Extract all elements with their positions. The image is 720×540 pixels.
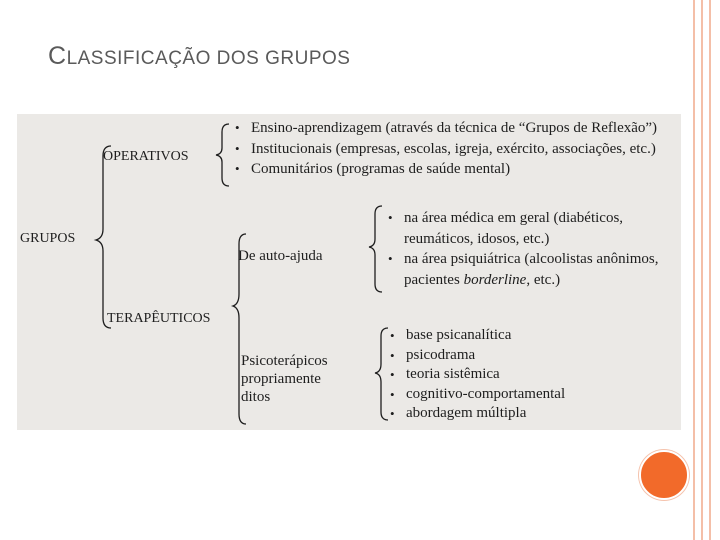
title-first-letter: C bbox=[48, 42, 67, 70]
frame-line-3 bbox=[709, 0, 711, 540]
brace-psicoterapicos bbox=[375, 328, 388, 420]
list-item: • base psicanalítica bbox=[390, 327, 512, 343]
list-item-continuation: reumáticos, idosos, etc.) bbox=[404, 230, 550, 247]
psicoterapicos-line: ditos bbox=[241, 389, 271, 405]
slide-title bbox=[48, 42, 350, 71]
autoajuda-list bbox=[386, 208, 659, 290]
list-item-continuation: pacientes borderline, etc.) bbox=[404, 271, 561, 288]
list-item: • Comunitários (programas de saúde mental) bbox=[235, 161, 511, 177]
list-item: • Ensino-aprendizagem (através da técnica de “Grupos de Reflexão”) bbox=[235, 120, 658, 136]
frame-line-1 bbox=[693, 0, 695, 540]
operativos-list bbox=[233, 118, 657, 180]
list-item: • cognitivo-comportamental bbox=[390, 385, 566, 402]
list-item: • na área médica em geral (diabéticos, bbox=[388, 210, 624, 226]
list-item: • Institucionais (empresas, escolas, igreja, exército, associações, etc.) bbox=[235, 140, 656, 157]
node-grupos: GRUPOS bbox=[20, 231, 76, 246]
list-item: • abordagem múltipla bbox=[390, 405, 527, 421]
list-item: • na área psiquiátrica (alcoolistas anônimos, bbox=[388, 251, 659, 267]
brace-operativos bbox=[216, 124, 229, 186]
brace-autoajuda bbox=[369, 206, 382, 292]
list-item: • psicodrama bbox=[390, 346, 476, 363]
accent-circle bbox=[639, 450, 689, 500]
psicoterapicos-list bbox=[388, 326, 565, 424]
node-operativos: OPERATIVOS bbox=[103, 149, 189, 164]
node-psicoterapicos bbox=[241, 352, 328, 406]
node-autoajuda: De auto-ajuda bbox=[238, 248, 323, 264]
node-terapeuticos: TERAPÊUTICOS bbox=[107, 311, 211, 326]
title-rest: LASSIFICAÇÃO DOS GRUPOS bbox=[66, 48, 351, 69]
psicoterapicos-line: Psicoterápicos bbox=[241, 353, 328, 369]
psicoterapicos-line: propriamente bbox=[241, 371, 321, 387]
diagram-panel bbox=[17, 114, 681, 430]
frame-line-2 bbox=[701, 0, 703, 540]
brace-grupos bbox=[96, 146, 111, 328]
list-item: • teoria sistêmica bbox=[390, 366, 500, 382]
